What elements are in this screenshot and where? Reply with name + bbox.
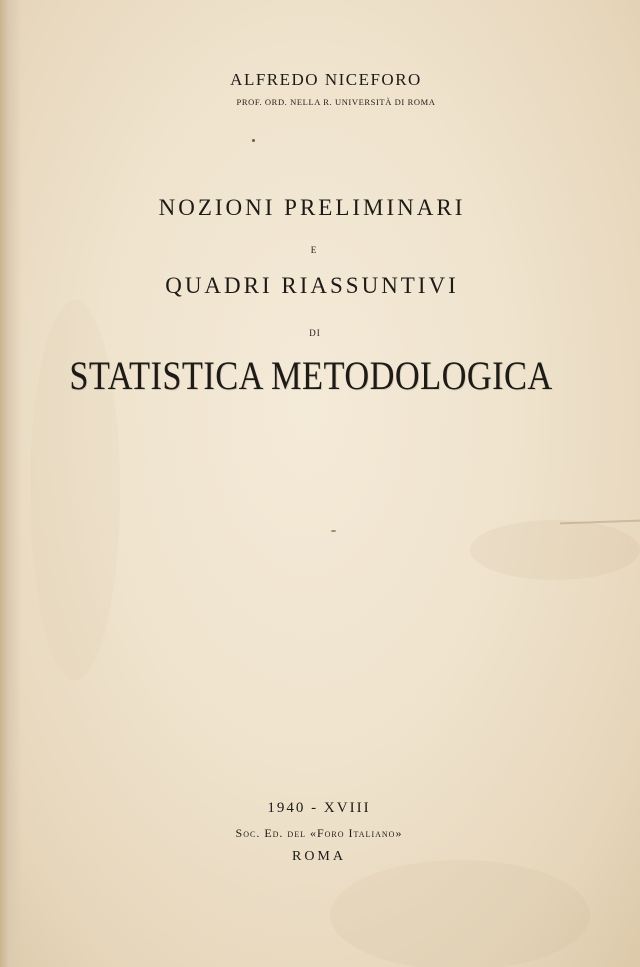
title-main: STATISTICA METODOLOGICA <box>69 353 553 398</box>
author-affiliation: PROF. ORD. NELLA R. UNIVERSITÀ DI ROMA <box>236 97 436 107</box>
paper-stain <box>330 860 590 967</box>
publisher-name: Soc. Ed. del «Foro Italiano» <box>235 826 403 840</box>
title-line-2: QUADRI RIASSUNTIVI <box>165 273 459 298</box>
ink-speck <box>331 530 336 532</box>
paper-stain <box>470 520 640 580</box>
ink-speck <box>252 139 255 142</box>
binding-edge <box>0 0 22 967</box>
author-name: ALFREDO NICEFORO <box>230 70 422 89</box>
title-conjunction-2: DI <box>309 328 321 338</box>
publication-city: ROMA <box>291 849 346 864</box>
publication-year: 1940 - XVIII <box>267 800 371 816</box>
title-conjunction-1: E <box>310 245 318 255</box>
title-line-1: NOZIONI PRELIMINARI <box>158 195 466 220</box>
